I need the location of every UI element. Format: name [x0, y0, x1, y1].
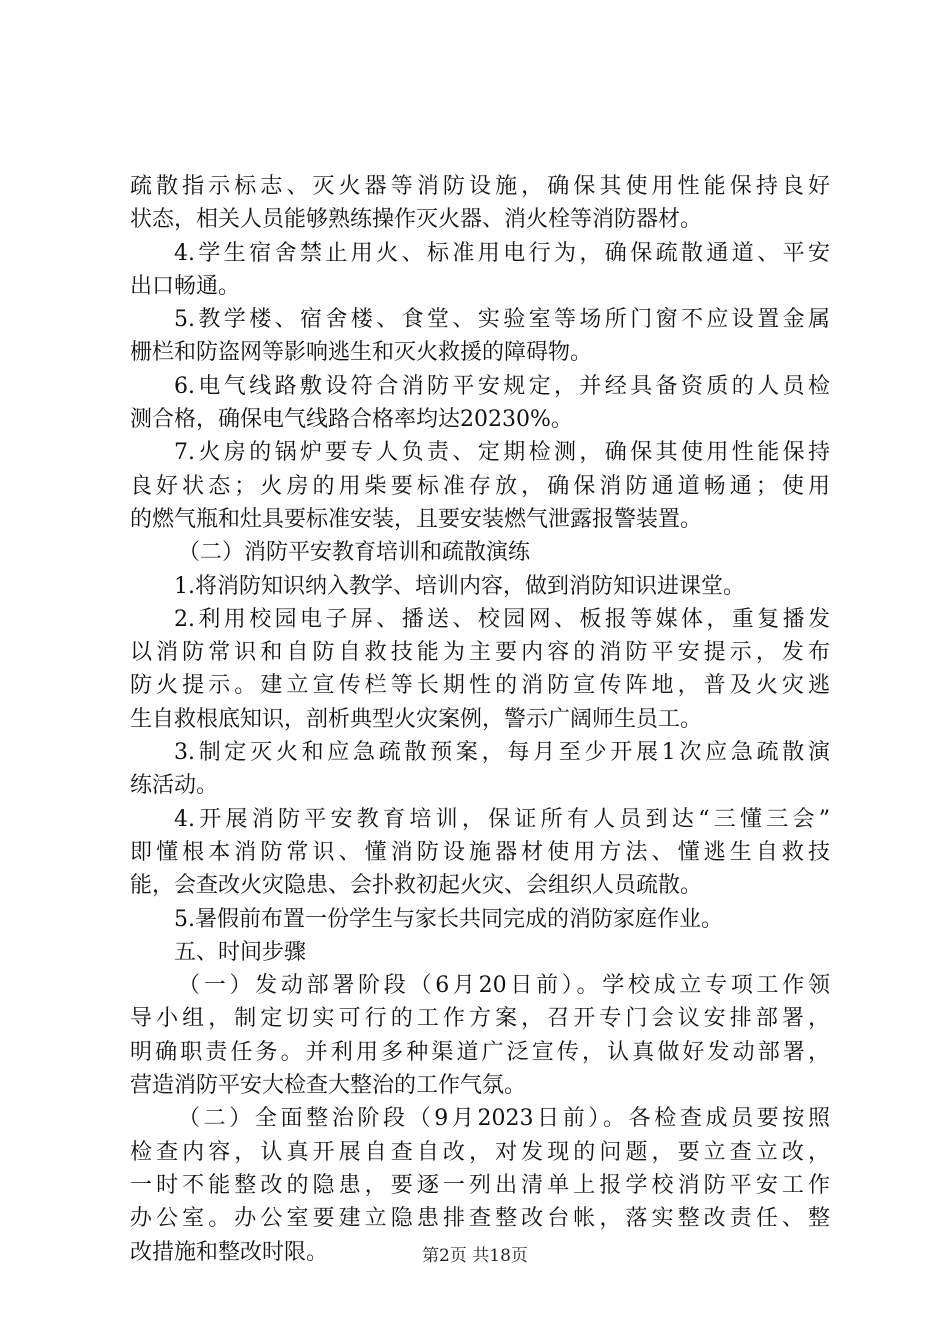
text-line: 2.利用校园电子屏、播送、校园网、板报等媒体，重复播发 [174, 606, 830, 632]
text-line: 防火提示。建立宣传栏等长期性的消防宣传阵地，普及火灾逃 [130, 673, 830, 699]
text-line: 5.教学楼、宿舍楼、食堂、实验室等场所门窗不应设置金属 [174, 307, 830, 333]
text-line: 的燃气瓶和灶具要标准安装，且要安装燃气泄露报警装置。 [130, 506, 703, 532]
text-line: 6.电气线路敷设符合消防平安规定，并经具备资质的人员检 [174, 373, 830, 399]
text-line: 3.制定灭火和应急疏散预案，每月至少开展1次应急疏散演 [174, 740, 830, 766]
text-line: （二）消防平安教育培训和疏散演练 [178, 540, 531, 566]
text-line: 出口畅通。 [130, 273, 241, 299]
text-line: 4.开展消防平安教育培训，保证所有人员到达“三懂三会” [174, 806, 830, 832]
text-line: 状态，相关人员能够熟练操作灭火器、消火栓等消防器材。 [130, 207, 703, 233]
text-line: 能，会查改火灾隐患、会扑救初起火灾、会组织人员疏散。 [130, 873, 703, 899]
text-line: 4.学生宿舍禁止用火、标准用电行为，确保疏散通道、平安 [174, 240, 830, 266]
text-line: 明确职责任务。并利用多种渠道广泛宣传，认真做好发动部署， [130, 1039, 830, 1065]
text-line: 栅栏和防盗网等影响逃生和灭火救援的障碍物。 [130, 340, 593, 366]
text-line: 一时不能整改的隐患，要逐一列出清单上报学校消防平安工作 [130, 1172, 830, 1198]
text-line: 导小组，制定切实可行的工作方案，召开专门会议安排部署， [130, 1006, 830, 1032]
text-line: 办公室。办公室要建立隐患排查整改台帐，落实整改责任、整 [130, 1206, 830, 1232]
text-line: 5.暑假前布置一份学生与家长共同完成的消防家庭作业。 [174, 906, 723, 932]
text-line: （一）发动部署阶段（6月20日前）。学校成立专项工作领 [178, 973, 830, 999]
text-line: 即懂根本消防常识、懂消防设施器材使用方法、懂逃生自救技 [130, 839, 830, 865]
text-line: 练活动。 [130, 773, 219, 799]
text-line: 五、时间步骤 [174, 939, 307, 965]
document-body [130, 170, 830, 1269]
text-line: 改措施和整改时限。 [130, 1239, 329, 1265]
text-line: 7.火房的锅炉要专人负责、定期检测，确保其使用性能保持 [174, 440, 830, 466]
text-line: （二）全面整治阶段（9月2023日前）。各检查成员要按照 [178, 1106, 830, 1132]
text-line: 疏散指示标志、灭火器等消防设施，确保其使用性能保持良好 [130, 174, 830, 199]
page-footer: 第2页 共18页 [422, 1246, 528, 1266]
text-line: 良好状态；火房的用柴要标准存放，确保消防通道畅通；使用 [130, 473, 830, 499]
text-line: 1.将消防知识纳入教学、培训内容，做到消防知识进课堂。 [174, 573, 745, 599]
text-line: 以消防常识和自防自救技能为主要内容的消防平安提示，发布 [130, 640, 830, 666]
text-line: 生自救根底知识，剖析典型火灾案例，警示广阔师生员工。 [130, 706, 703, 732]
text-line: 营造消防平安大检查大整治的工作气氛。 [130, 1073, 527, 1099]
text-line: 检查内容，认真开展自查自改，对发现的问题，要立查立改， [130, 1139, 830, 1165]
text-line: 测合格，确保电气线路合格率均达20230%。 [130, 407, 573, 433]
